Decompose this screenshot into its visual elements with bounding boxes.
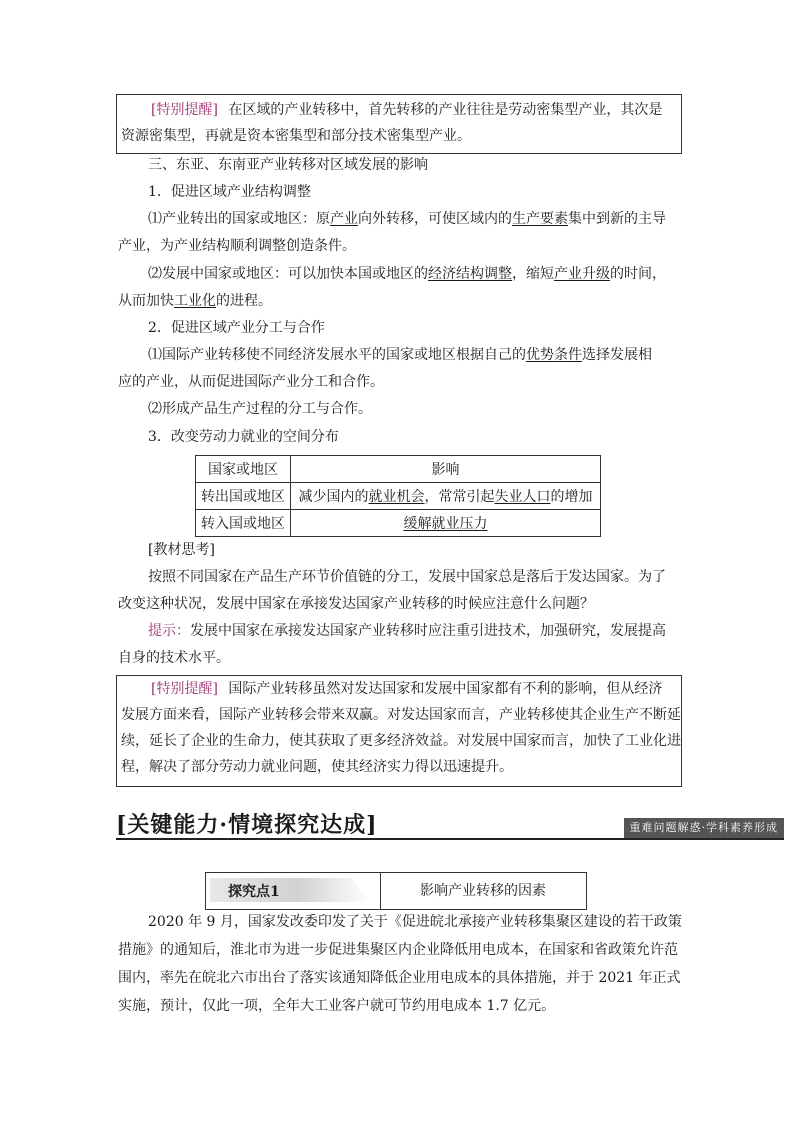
s1-para2-line1: ⑵发展中国家或地区：可以加快本国或地区的经济结构调整，缩短产业升级的时间， bbox=[148, 266, 666, 282]
subsection-3-title: 3．改变劳动力就业的空间分布 bbox=[148, 429, 339, 445]
key-ability-heading bbox=[116, 808, 784, 840]
case-line-2: 措施》的通知后，淮北市为进一步促进集聚区内企业降低用电成本，在国家和省政策允许范 bbox=[118, 942, 678, 958]
hint-label: 提示： bbox=[148, 623, 190, 639]
reminder2-line-4: 程，解决了部分劳动力就业问题，使其经济实力得以迅速提升。 bbox=[121, 759, 513, 775]
table-header-cell: 国家或地区 bbox=[196, 456, 291, 483]
s1-para1-line2: 产业，为产业结构顺利调整创造条件。 bbox=[118, 238, 356, 254]
table-cell: 转入国或地区 bbox=[196, 510, 291, 537]
special-reminder-box-1 bbox=[116, 94, 682, 154]
probe-point-box bbox=[205, 872, 587, 910]
s2-para1-line1: ⑴国际产业转移使不同经济发展水平的国家或地区根据自己的优势条件选择发展相 bbox=[148, 347, 652, 363]
probe-label: 探究点1 bbox=[228, 884, 280, 900]
reminder-tag: [特别提醒] bbox=[151, 681, 218, 697]
table-row bbox=[196, 483, 601, 510]
reminder-tag: [特别提醒] bbox=[151, 102, 218, 118]
probe-topic: 影响产业转移的因素 bbox=[420, 883, 546, 899]
case-line-4: 实施，预计，仅此一项，全年大工业客户就可节约用电成本 1.7 亿元。 bbox=[118, 998, 556, 1014]
case-line-3: 围内，率先在皖北六市出台了落实该通知降低企业用电成本的具体措施，并于 2021 年正式 bbox=[118, 970, 681, 986]
s1-para2-line2: 从而加快工业化的进程。 bbox=[118, 293, 272, 309]
think-answer-line1: 提示：发展中国家在承接发达国家产业转移时应注重引进技术，加强研究，发展提高 bbox=[148, 623, 666, 639]
case-line-1: 2020 年 9 月，国家发改委印发了关于《促进皖北承接产业转移集聚区建设的若干政策 bbox=[148, 914, 682, 930]
reminder-line-1: [特别提醒] 在区域的产业转移中，首先转移的产业往往是劳动密集型产业，其次是 bbox=[151, 102, 663, 118]
heading-title: [关键能力·情境探究达成] bbox=[116, 812, 378, 838]
reminder2-line-2: 发展方面来看，国际产业转移会带来双赢。对发达国家而言，产业转移使其企业生产不断延 bbox=[121, 707, 681, 723]
table-header-row bbox=[196, 456, 601, 483]
subsection-1-title: 1．促进区域产业结构调整 bbox=[148, 184, 311, 200]
table-row bbox=[196, 510, 601, 537]
s2-para2: ⑵形成产品生产过程的分工与合作。 bbox=[148, 401, 372, 417]
table-header-cell: 影响 bbox=[291, 456, 601, 483]
employment-table bbox=[195, 455, 601, 537]
reminder2-line-1: [特别提醒] 国际产业转移虽然对发达国家和发展中国家都有不利的影响，但从经济 bbox=[151, 681, 663, 697]
s1-para1-line1: ⑴产业转出的国家或地区：原产业向外转移，可使区域内的生产要素集中到新的主导 bbox=[148, 211, 666, 227]
table-cell: 减少国内的就业机会，常常引起失业人口的增加 bbox=[291, 483, 601, 510]
think-answer-line2: 自身的技术水平。 bbox=[118, 650, 230, 666]
table-cell: 缓解就业压力 bbox=[291, 510, 601, 537]
reminder-line-2: 资源密集型，再就是资本密集型和部分技术密集型产业。 bbox=[121, 128, 471, 144]
special-reminder-box-2 bbox=[116, 675, 682, 787]
think-question-line1: 按照不同国家在产品生产环节价值链的分工，发展中国家总是落后于发达国家。为了 bbox=[148, 569, 666, 585]
section-title: 三、东亚、东南亚产业转移对区域发展的影响 bbox=[148, 157, 428, 173]
subsection-2-title: 2．促进区域产业分工与合作 bbox=[148, 320, 325, 336]
think-question-line2: 改变这种状况，发展中国家在承接发达国家产业转移的时候应注意什么问题？ bbox=[118, 596, 594, 612]
table-cell: 转出国或地区 bbox=[196, 483, 291, 510]
s2-para1-line2: 应的产业，从而促进国际产业分工和合作。 bbox=[118, 374, 384, 390]
think-tag: [教材思考] bbox=[148, 542, 215, 558]
reminder2-line-3: 续，延长了企业的生命力，使其获取了更多经济效益。对发展中国家而言，加快了工业化进 bbox=[121, 733, 681, 749]
heading-badge: 重难问题解惑·学科素养形成 bbox=[624, 818, 785, 838]
probe-label-cell bbox=[206, 873, 381, 909]
